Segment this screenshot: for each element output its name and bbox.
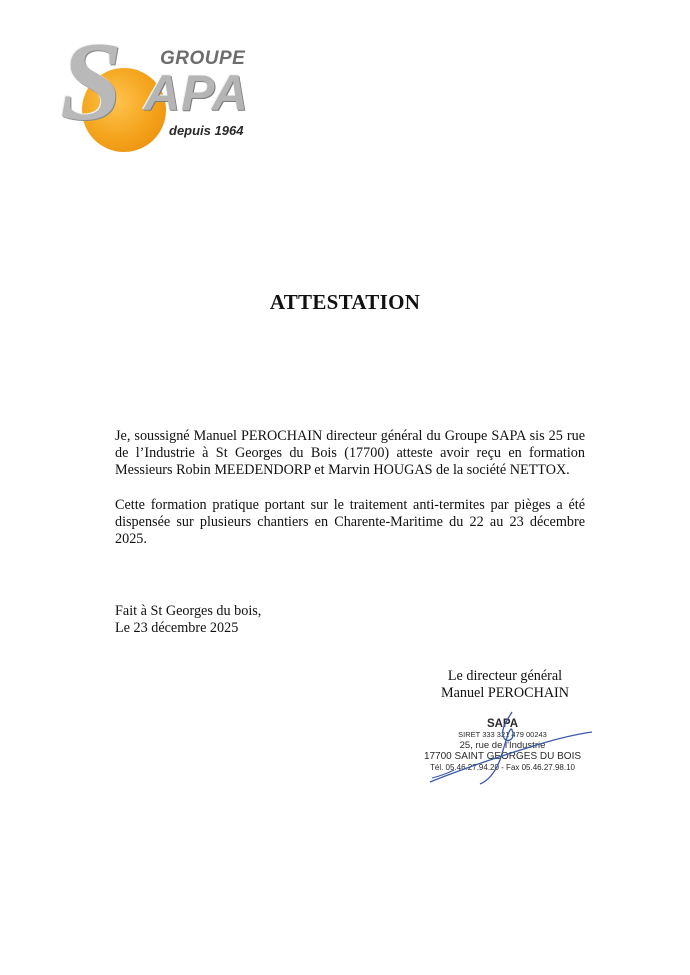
groupe-sapa-logo — [52, 20, 262, 148]
logo-s-letter: S — [60, 20, 123, 144]
company-stamp — [415, 718, 590, 773]
document-title: ATTESTATION — [269, 290, 421, 314]
paragraph-formation: Cette formation pratique portant sur le traitement anti-termites par pièges a été dispensée sur plusieurs chantiers en Charente-Maritime du 22 au 23 décembre 2025. — [115, 497, 585, 547]
place-line: Fait à St Georges du bois, — [115, 603, 262, 619]
logo-apa-text: APA — [144, 65, 249, 121]
stamp-company-name: SAPA — [486, 718, 519, 730]
signatory-name: Manuel PEROCHAIN — [440, 685, 570, 701]
stamp-address: 25, rue de l'Industrie — [459, 740, 546, 751]
signatory-title: Le directeur général — [447, 668, 563, 684]
logo-groupe-text: GROUPE — [160, 48, 246, 69]
date-line: Le 23 décembre 2025 — [115, 620, 239, 636]
stamp-phone: Tél. 05.46.27.94.20 - Fax 05.46.27.98.10 — [430, 763, 575, 772]
logo-tagline: depuis 1964 — [169, 123, 244, 138]
place-date-block — [115, 603, 261, 637]
stamp-siret: SIRET 333 321 479 00243 — [458, 730, 547, 739]
signatory-block — [400, 668, 610, 702]
stamp-city: 17700 SAINT GEORGES DU BOIS — [423, 751, 582, 762]
paragraph-attestation: Je, soussigné Manuel PEROCHAIN directeur général du Groupe SAPA sis 25 rue de l’Industrie à St Georges du Bois (17700) atteste avoir reçu en formation Messieurs Robin MEEDENDORP et Marvin HOUGAS de la société NETTOX. — [115, 428, 585, 478]
